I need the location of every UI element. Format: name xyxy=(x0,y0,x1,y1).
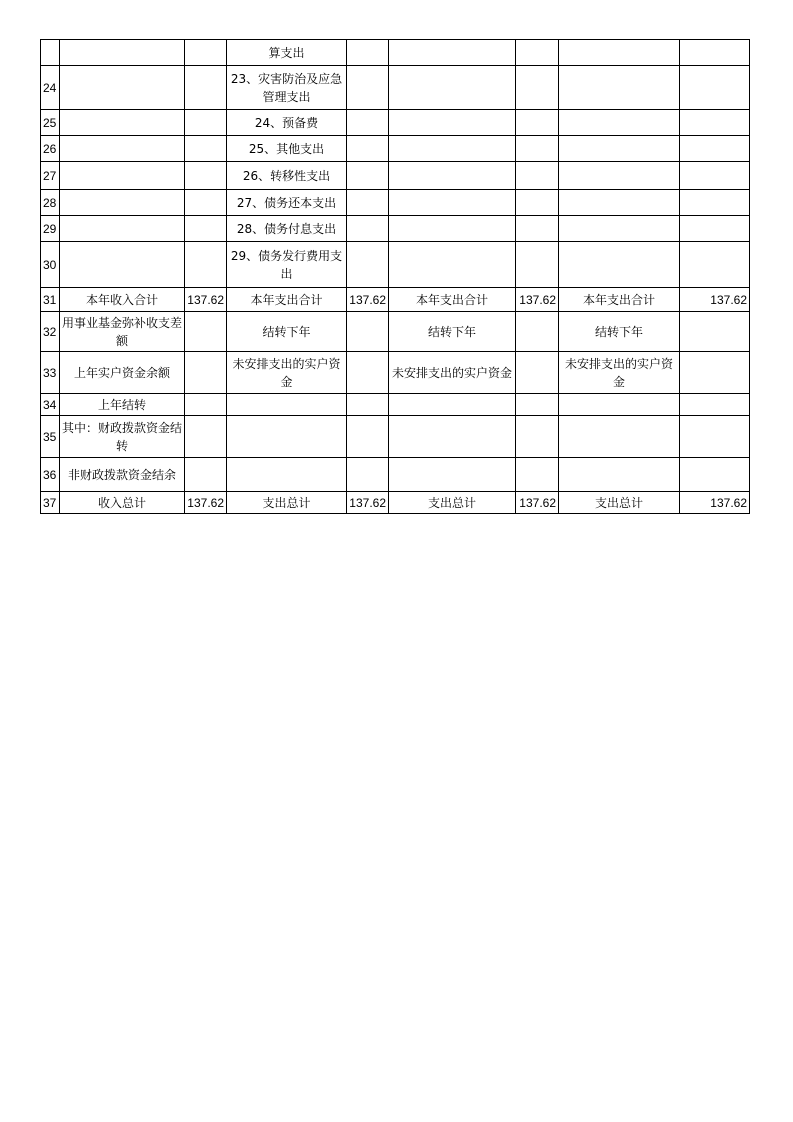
expense-amount-3 xyxy=(680,40,750,66)
expense-item-label-3: 支出总计 xyxy=(559,492,680,514)
income-item-label xyxy=(60,242,185,288)
expense-amount xyxy=(347,162,389,190)
budget-table xyxy=(40,39,750,514)
expense-item-label-3 xyxy=(559,136,680,162)
expense-item-label-3 xyxy=(559,162,680,190)
expense-amount-2 xyxy=(516,66,559,110)
expense-item-label-3 xyxy=(559,40,680,66)
income-amount xyxy=(185,242,227,288)
income-amount xyxy=(185,352,227,394)
expense-amount: 137.62 xyxy=(347,492,389,514)
expense-item-label-3 xyxy=(559,190,680,216)
expense-item-label-2 xyxy=(389,416,516,458)
expense-item-label-2 xyxy=(389,458,516,492)
table-row xyxy=(41,312,750,352)
expense-item-label: 28、债务付息支出 xyxy=(227,216,347,242)
expense-item-label: 本年支出合计 xyxy=(227,288,347,312)
expense-item-label: 支出总计 xyxy=(227,492,347,514)
expense-amount-2 xyxy=(516,312,559,352)
expense-amount-3 xyxy=(680,394,750,416)
table-row xyxy=(41,216,750,242)
expense-amount-3 xyxy=(680,162,750,190)
expense-item-label-3: 未安排支出的实户资金 xyxy=(559,352,680,394)
income-amount xyxy=(185,416,227,458)
expense-item-label xyxy=(227,394,347,416)
expense-item-label-3: 本年支出合计 xyxy=(559,288,680,312)
row-number: 32 xyxy=(41,312,60,352)
income-item-label xyxy=(60,66,185,110)
expense-amount xyxy=(347,458,389,492)
income-item-label xyxy=(60,136,185,162)
expense-amount-3 xyxy=(680,416,750,458)
income-item-label xyxy=(60,40,185,66)
expense-amount xyxy=(347,416,389,458)
expense-amount-2 xyxy=(516,352,559,394)
income-item-label: 上年实户资金余额 xyxy=(60,352,185,394)
row-number: 31 xyxy=(41,288,60,312)
row-number: 29 xyxy=(41,216,60,242)
expense-item-label-2: 未安排支出的实户资金 xyxy=(389,352,516,394)
expense-amount-2 xyxy=(516,242,559,288)
expense-amount xyxy=(347,110,389,136)
expense-item-label-3 xyxy=(559,66,680,110)
expense-item-label-2 xyxy=(389,216,516,242)
expense-amount-3 xyxy=(680,352,750,394)
expense-item-label-2: 本年支出合计 xyxy=(389,288,516,312)
expense-item-label-2 xyxy=(389,190,516,216)
income-item-label: 其中：财政拨款资金结转 xyxy=(60,416,185,458)
expense-item-label-2 xyxy=(389,162,516,190)
expense-amount-3 xyxy=(680,312,750,352)
expense-amount xyxy=(347,242,389,288)
table-row xyxy=(41,110,750,136)
income-amount xyxy=(185,394,227,416)
expense-amount-3 xyxy=(680,216,750,242)
row-number: 37 xyxy=(41,492,60,514)
expense-amount xyxy=(347,190,389,216)
table-row xyxy=(41,352,750,394)
income-amount xyxy=(185,162,227,190)
expense-item-label: 26、转移性支出 xyxy=(227,162,347,190)
expense-amount-3 xyxy=(680,110,750,136)
row-number: 28 xyxy=(41,190,60,216)
row-number: 33 xyxy=(41,352,60,394)
income-amount xyxy=(185,66,227,110)
expense-item-label: 24、预备费 xyxy=(227,110,347,136)
expense-amount-2 xyxy=(516,458,559,492)
expense-amount-2: 137.62 xyxy=(516,288,559,312)
expense-amount-2 xyxy=(516,136,559,162)
table-row xyxy=(41,458,750,492)
expense-item-label: 算支出 xyxy=(227,40,347,66)
expense-item-label: 未安排支出的实户资金 xyxy=(227,352,347,394)
income-item-label xyxy=(60,190,185,216)
table-body xyxy=(41,40,750,514)
expense-item-label-2: 结转下年 xyxy=(389,312,516,352)
table-row xyxy=(41,190,750,216)
expense-amount-3 xyxy=(680,458,750,492)
income-item-label: 本年收入合计 xyxy=(60,288,185,312)
expense-item-label: 29、债务发行费用支出 xyxy=(227,242,347,288)
expense-amount xyxy=(347,136,389,162)
expense-amount-2 xyxy=(516,416,559,458)
expense-item-label-3: 结转下年 xyxy=(559,312,680,352)
expense-item-label-2: 支出总计 xyxy=(389,492,516,514)
expense-item-label-2 xyxy=(389,242,516,288)
income-amount xyxy=(185,110,227,136)
expense-item-label: 27、债务还本支出 xyxy=(227,190,347,216)
expense-amount xyxy=(347,40,389,66)
expense-item-label-2 xyxy=(389,110,516,136)
expense-item-label-3 xyxy=(559,216,680,242)
income-item-label xyxy=(60,162,185,190)
table-row xyxy=(41,242,750,288)
income-amount: 137.62 xyxy=(185,288,227,312)
table-row xyxy=(41,394,750,416)
row-number: 26 xyxy=(41,136,60,162)
expense-amount-3 xyxy=(680,136,750,162)
expense-item-label-2 xyxy=(389,40,516,66)
expense-amount: 137.62 xyxy=(347,288,389,312)
income-amount xyxy=(185,190,227,216)
table-row xyxy=(41,162,750,190)
table-row xyxy=(41,492,750,514)
income-item-label: 用事业基金弥补收支差额 xyxy=(60,312,185,352)
expense-amount xyxy=(347,312,389,352)
income-amount: 137.62 xyxy=(185,492,227,514)
table-row xyxy=(41,40,750,66)
expense-amount-2 xyxy=(516,190,559,216)
row-number: 35 xyxy=(41,416,60,458)
income-amount xyxy=(185,312,227,352)
row-number xyxy=(41,40,60,66)
expense-item-label: 25、其他支出 xyxy=(227,136,347,162)
expense-amount-2 xyxy=(516,394,559,416)
row-number: 36 xyxy=(41,458,60,492)
expense-item-label-2 xyxy=(389,394,516,416)
table-row xyxy=(41,136,750,162)
row-number: 27 xyxy=(41,162,60,190)
income-item-label: 非财政拨款资金结余 xyxy=(60,458,185,492)
income-amount xyxy=(185,458,227,492)
income-item-label: 收入总计 xyxy=(60,492,185,514)
income-item-label: 上年结转 xyxy=(60,394,185,416)
table-row xyxy=(41,288,750,312)
expense-item-label-3 xyxy=(559,458,680,492)
expense-item-label-3 xyxy=(559,394,680,416)
table-row xyxy=(41,66,750,110)
income-amount xyxy=(185,136,227,162)
expense-amount-2 xyxy=(516,216,559,242)
expense-item-label-2 xyxy=(389,66,516,110)
expense-amount-3 xyxy=(680,190,750,216)
expense-amount-3: 137.62 xyxy=(680,492,750,514)
income-amount xyxy=(185,216,227,242)
expense-item-label-3 xyxy=(559,416,680,458)
expense-item-label: 结转下年 xyxy=(227,312,347,352)
expense-item-label-3 xyxy=(559,110,680,136)
expense-amount-2 xyxy=(516,110,559,136)
row-number: 30 xyxy=(41,242,60,288)
expense-amount xyxy=(347,66,389,110)
expense-amount-2 xyxy=(516,162,559,190)
income-item-label xyxy=(60,216,185,242)
row-number: 25 xyxy=(41,110,60,136)
expense-amount xyxy=(347,352,389,394)
expense-item-label-3 xyxy=(559,242,680,288)
expense-amount xyxy=(347,394,389,416)
income-item-label xyxy=(60,110,185,136)
row-number: 34 xyxy=(41,394,60,416)
expense-amount-3 xyxy=(680,66,750,110)
table-row xyxy=(41,416,750,458)
expense-amount-2 xyxy=(516,40,559,66)
row-number: 24 xyxy=(41,66,60,110)
expense-item-label xyxy=(227,458,347,492)
expense-amount-2: 137.62 xyxy=(516,492,559,514)
expense-item-label xyxy=(227,416,347,458)
expense-amount-3: 137.62 xyxy=(680,288,750,312)
expense-item-label: 23、灾害防治及应急管理支出 xyxy=(227,66,347,110)
expense-amount-3 xyxy=(680,242,750,288)
income-amount xyxy=(185,40,227,66)
expense-item-label-2 xyxy=(389,136,516,162)
expense-amount xyxy=(347,216,389,242)
